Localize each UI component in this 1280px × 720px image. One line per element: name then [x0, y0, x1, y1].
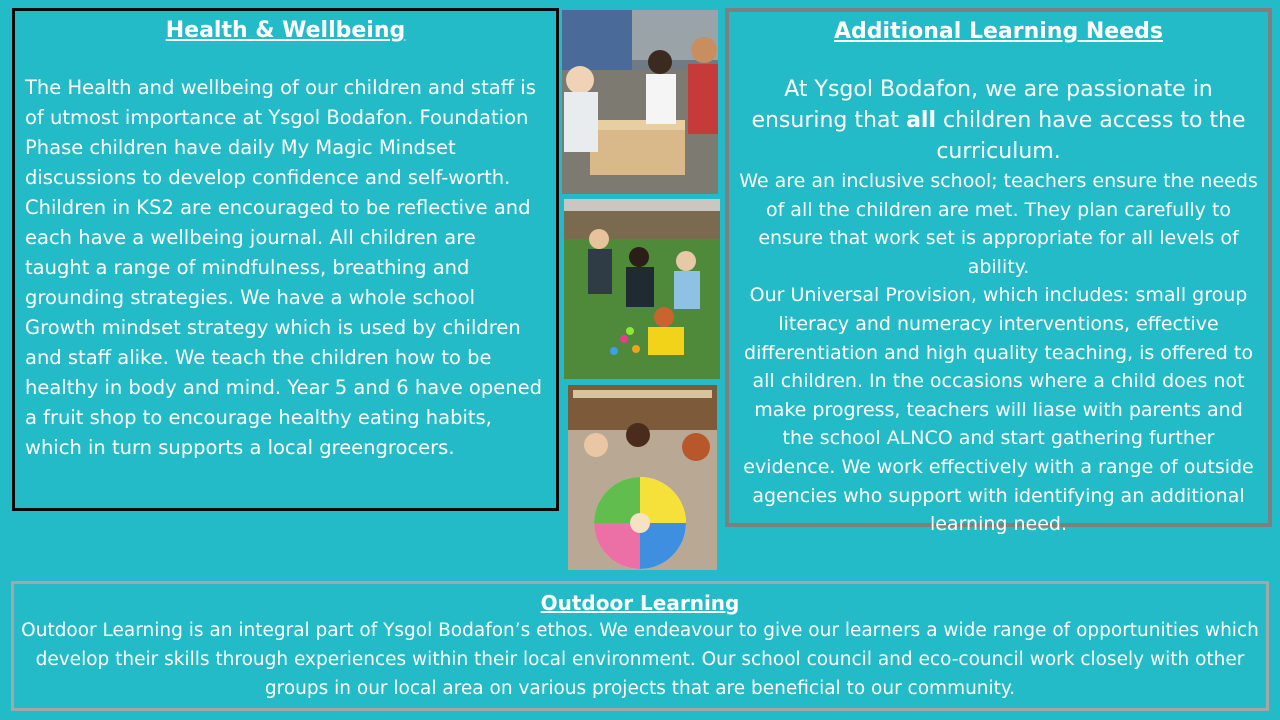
aln-intro-emphasis: all: [906, 108, 936, 133]
spacer: [737, 46, 1260, 74]
outdoor-learning-panel: [11, 581, 1269, 711]
additional-learning-needs-panel: [725, 8, 1272, 536]
health-wellbeing-text: The Health and wellbeing of our children and staff is of utmost importance at Ysgol Bodafon. Foundation Phase children have daily My Magic Mindset discussions to develop confidence and self-worth. Children in KS2 are encouraged to be reflective and each have a wellbeing journal. All children are taught a range of mindfulness, breathing and grounding strategies. We have a whole school Growth mindset strategy which is used by children and staff alike. We teach the children how to be healthy in body and mind. Year 5 and 6 have opened a fruit shop to encourage healthy eating habits, which in turn supports a local greengrocers.: [25, 76, 542, 459]
health-wellbeing-heading: Health & Wellbeing: [165, 18, 406, 43]
outdoor-learning-text: Outdoor Learning is an integral part of Ysgol Bodafon’s ethos. We endeavour to give our learners a wide range of opportunities which develop their skills through experiences within their local environment. Our school council and eco-council work closely with other groups in our local area on various projects that are beneficial to our community.: [21, 620, 1259, 699]
aln-heading: Additional Learning Needs: [834, 19, 1163, 44]
egg-hunt-photo: [564, 199, 720, 379]
aln-intro: [737, 74, 1260, 167]
health-wellbeing-panel: [12, 8, 559, 511]
planter-building-photo: [562, 10, 718, 194]
aln-provision-text: Our Universal Provision, which includes: small group literacy and numeracy interventions, effective differentiation and high quality teaching, is offered to all children. In the occasions where a child does not make progress, teachers will liase with parents and the school ALNCO and start gathering further evidence. We work effectively with a range of outside agencies who support with identifying an additional learning need.: [743, 284, 1254, 536]
aln-inclusive-text: We are an inclusive school; teachers ensure the needs of all the children are met. They plan carefully to ensure that work set is appropriate for all levels of ability.: [739, 170, 1258, 278]
spacer: [25, 45, 546, 73]
aln-intro-end: children have access to the curriculum.: [936, 108, 1246, 164]
healthy-eating-plate-photo: [568, 385, 717, 570]
aln-intro-start: At Ysgol Bodafon, we are passionate in ensuring that: [751, 77, 1213, 133]
outdoor-learning-heading: Outdoor Learning: [540, 591, 740, 615]
